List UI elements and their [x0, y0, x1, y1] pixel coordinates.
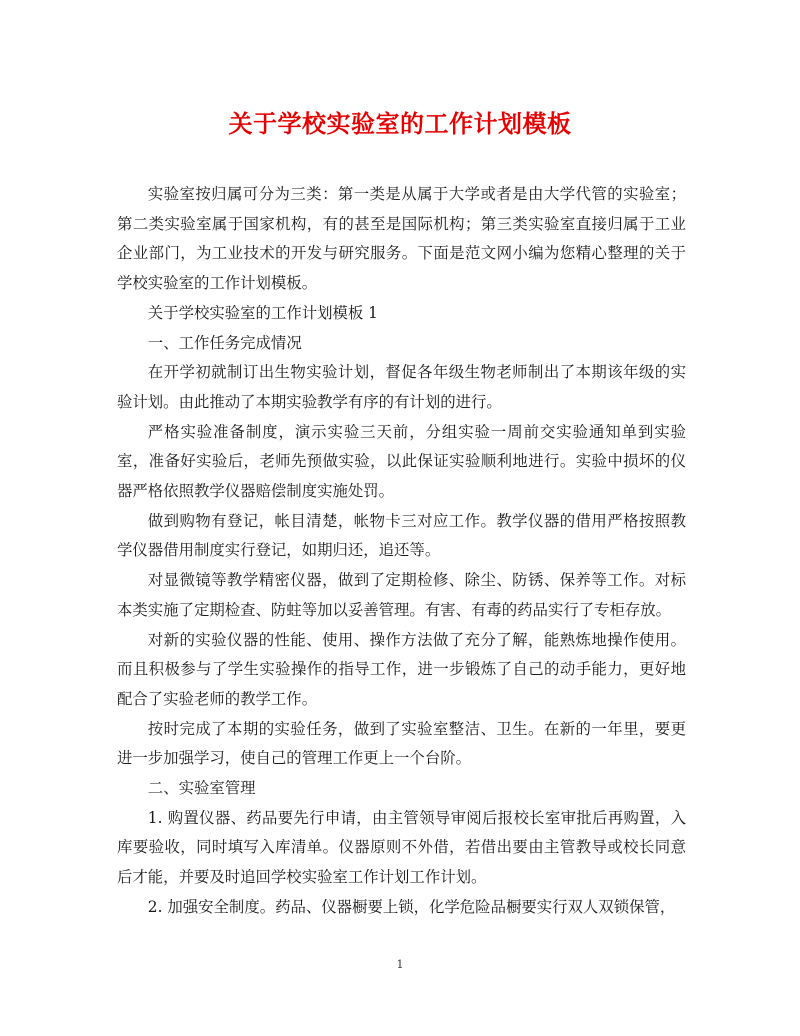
section-heading-1: 一、工作任务完成情况 — [147, 333, 302, 352]
paragraph-subtitle: 关于学校实验室的工作计划模板 1 — [147, 303, 378, 322]
paragraph: 按时完成了本期的实验任务，做到了实验室整洁、卫生。在新的一年里，要更进一步加强学习，使自己的管理工作更上一个台阶。 — [117, 719, 686, 768]
section-heading-2: 二、实验室管理 — [147, 779, 256, 798]
paragraph: 1. 购置仪器、药品要先行申请，由主管领导审阅后报校长室审批后再购置，入库要验收，同时填写入库清单。仪器原则不外借，若借出要由主管教导或校长同意后才能，并要及时追回学校实验室工作计划工作计划。 — [117, 808, 686, 887]
page-number: 1 — [396, 958, 404, 971]
paragraph: 对显微镜等教学精密仪器，做到了定期检修、除尘、防锈、保养等工作。对标本类实施了定期检查、防蛀等加以妥善管理。有害、有毒的药品实行了专柜存放。 — [117, 571, 686, 619]
paragraph: 对新的实验仪器的性能、使用、操作方法做了充分了解，能熟炼地操作使用。而且积极参与了学生实验操作的指导工作，进一步锻炼了自己的动手能力，更好地配合了实验老师的教学工作。 — [117, 630, 686, 708]
paragraph: 2. 加强安全制度。药品、仪器橱要上锁，化学危险品橱要实行双人双锁保管， — [147, 897, 676, 916]
document-title: 关于学校实验室的工作计划模板 — [228, 109, 572, 138]
paragraph: 严格实验准备制度，演示实验三天前，分组实验一周前交实验通知单到实验室，准备好实验后，老师先预做实验，以此保证实验顺利地进行。实验中损坏的仪器严格依照教学仪器赔偿制度实施处罚。 — [117, 422, 686, 501]
paragraph: 做到购物有登记，帐目清楚，帐物卡三对应工作。教学仪器的借用严格按照教学仪器借用制度实行登记，如期归还，追还等。 — [117, 511, 686, 560]
document-body — [117, 180, 686, 923]
paragraph: 在开学初就制订出生物实验计划，督促各年级生物老师制出了本期该年级的实验计划。由此推动了本期实验教学有序的有计划的进行。 — [117, 363, 686, 411]
paragraph-intro: 实验室按归属可分为三类：第一类是从属于大学或者是由大学代管的实验室；第二类实验室属于国家机构，有的甚至是国际机构；第三类实验室直接归属于工业企业部门，为工业技术的开发与研究服务。下面是范文网小编为您精心整理的关于学校实验室的工作计划模板。 — [117, 185, 686, 293]
